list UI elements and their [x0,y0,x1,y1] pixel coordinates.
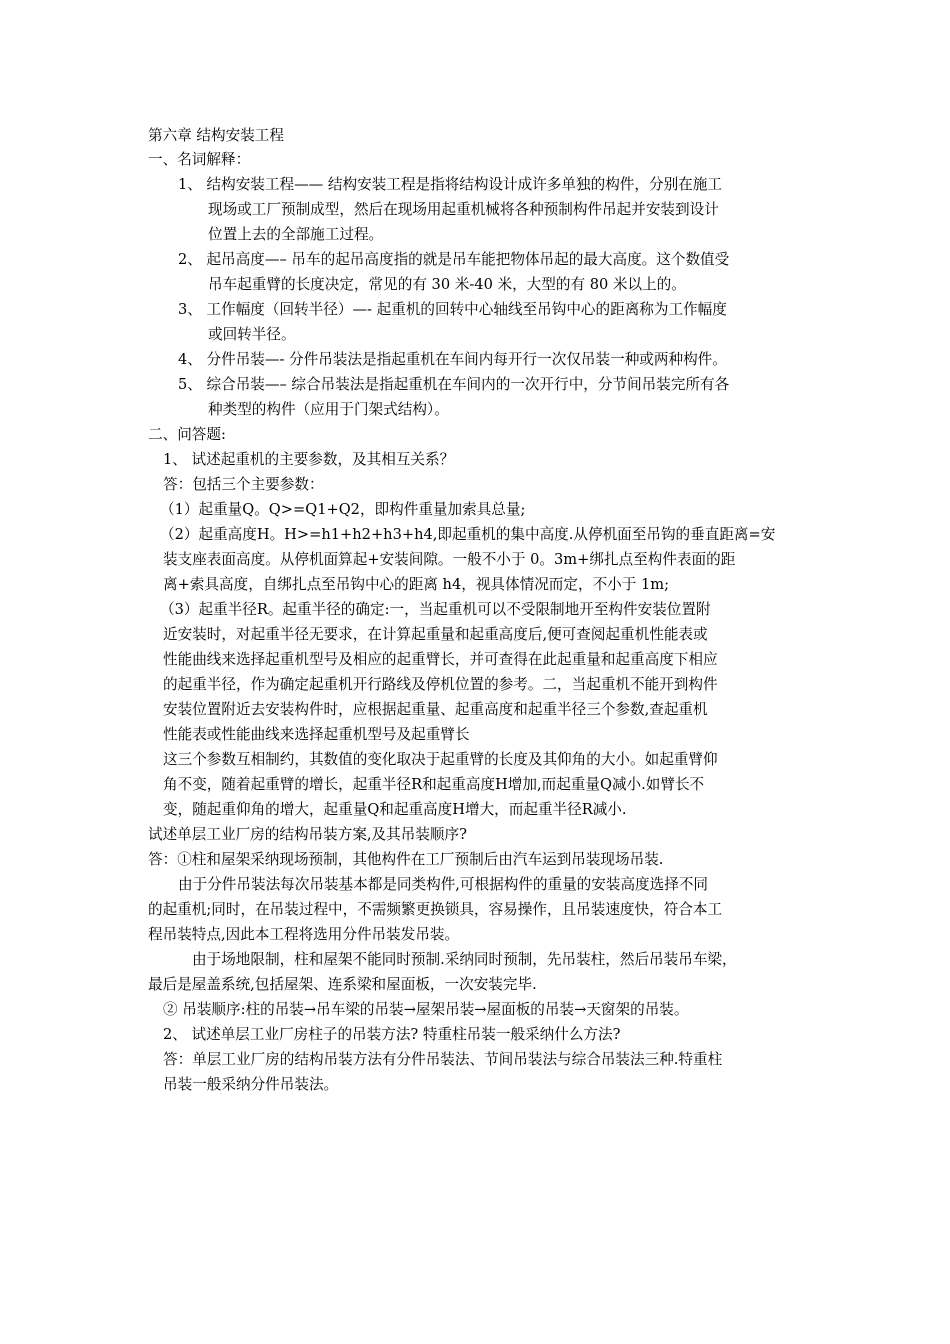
term-5-line-2: 种类型的构件（应用于门架式结构）。 [208,401,449,418]
lifting-order: ② 吊装顺序:柱的吊装→吊车梁的吊装→屋架吊装→屋面板的吊装→天窗架的吊装。 [163,1001,689,1018]
answer-mid: 答：①柱和屋架采纳现场预制，其他构件在工厂预制后由汽车运到吊装现场吊装. [148,851,664,868]
paragraph-a-line-1: 由于分件吊装法每次吊装基本都是同类构件,可根据构件的重量的安装高度选择不同 [178,876,709,893]
term-3-line-2: 或回转半径。 [208,326,296,343]
question-1: 1、 试述起重机的主要参数，及其相互关系？ [163,451,455,468]
chapter-title: 第六章 结构安装工程 [148,127,284,144]
term-4-line-1: 4、 分件吊装—- 分件吊装法是指起重机在车间内每开行一次仅吊装一种或两种构件。 [178,351,727,368]
param-3-line-1: （3）起重半径R。起重半径的确定:一，当起重机可以不受限制地开至构件安装位置附 [160,601,711,618]
answer-2-line-2: 吊装一般采纳分件吊装法。 [163,1076,339,1093]
relation-line-3: 变，随起重仰角的增大，起重量Q和起重高度H增大，而起重半径R减小. [163,801,627,818]
term-3-line-1: 3、 工作幅度（回转半径）—- 起重机的回转中心轴线至吊钩中心的距离称为工作幅度 [178,301,727,318]
answer-2-line-1: 答：单层工业厂房的结构吊装方法有分件吊装法、节间吊装法与综合吊装法三种.特重柱 [163,1051,723,1068]
term-1-line-2: 现场或工厂预制成型，然后在现场用起重机械将各种预制构件吊起并安装到设计 [208,201,719,218]
param-3-line-6: 性能表或性能曲线来选择起重机型号及起重臂长 [163,726,470,743]
paragraph-b-line-2: 最后是屋盖系统,包括屋架、连系梁和屋面板，一次安装完毕. [148,976,537,993]
param-3-line-5: 安装位置附近去安装构件时，应根据起重量、起重高度和起重半径三个参数,查起重机 [163,701,708,718]
question-mid: 试述单层工业厂房的结构吊装方案,及其吊装顺序? [148,826,467,843]
term-5-line-1: 5、 综合吊装—– 综合吊装法是指起重机在车间内的一次开行中，分节间吊装完所有各 [178,376,730,393]
term-2-line-1: 2、 起吊高度—– 吊车的起吊高度指的就是吊车能把物体吊起的最大高度。这个数值受 [178,251,730,268]
section-heading: 二、问答题: [148,426,226,443]
relation-line-1: 这三个参数互相制约，其数值的变化取决于起重臂的长度及其仰角的大小。如起重臂仰 [163,751,718,768]
param-3-line-4: 的起重半径，作为确定起重机开行路线及停机位置的参考。二，当起重机不能开到构件 [163,676,718,693]
term-2-line-2: 吊车起重臂的长度决定，常见的有 30 米-40 米，大型的有 80 米以上的。 [208,276,686,293]
term-1-line-3: 位置上去的全部施工过程。 [208,226,384,243]
paragraph-a-line-2: 的起重机;同时，在吊装过程中，不需频繁更换锁具，容易操作，且吊装速度快，符合本工 [148,901,723,918]
paragraph-b-line-1: 由于场地限制，柱和屋架不能同时预制.采纳同时预制，先吊装柱，然后吊装吊车梁， [192,951,737,968]
param-3-line-3: 性能曲线来选择起重机型号及相应的起重臂长，并可查得在此起重量和起重高度下相应 [163,651,718,668]
param-2-line-1: （2）起重高度H。H>=h1+h2+h3+h4,即起重机的集中高度.从停机面至吊钩的垂直距离=安 [160,526,776,543]
question-2: 2、 试述单层工业厂房柱子的吊装方法? 特重柱吊装一般采纳什么方法? [163,1026,621,1043]
param-1: （1）起重量Q。Q>=Q1+Q2，即构件重量加索具总量; [160,501,526,518]
answer-intro: 答：包括三个主要参数： [163,476,324,493]
param-2-line-2: 装支座表面高度。从停机面算起+安装间隙。一般不小于 0。3m+绑扎点至构件表面的距 [163,551,736,568]
paragraph-a-line-3: 程吊装特点,因此本工程将选用分件吊装发吊装。 [148,926,460,943]
param-3-line-2: 近安装时，对起重半径无要求，在计算起重量和起重高度后,便可查阅起重机性能表或 [163,626,708,643]
term-1-line-1: 1、 结构安装工程—— 结构安装工程是指将结构设计成许多单独的构件，分别在施工 [178,176,722,193]
relation-line-2: 角不变，随着起重臂的增长，起重半径R和起重高度H增加,而起重量Q减小.如臂长不 [163,776,705,793]
section-heading: 一、名词解释： [148,151,251,168]
param-2-line-3: 离+索具高度，自绑扎点至吊钩中心的距离 h4，视具体情况而定，不小于 1m; [163,576,670,593]
